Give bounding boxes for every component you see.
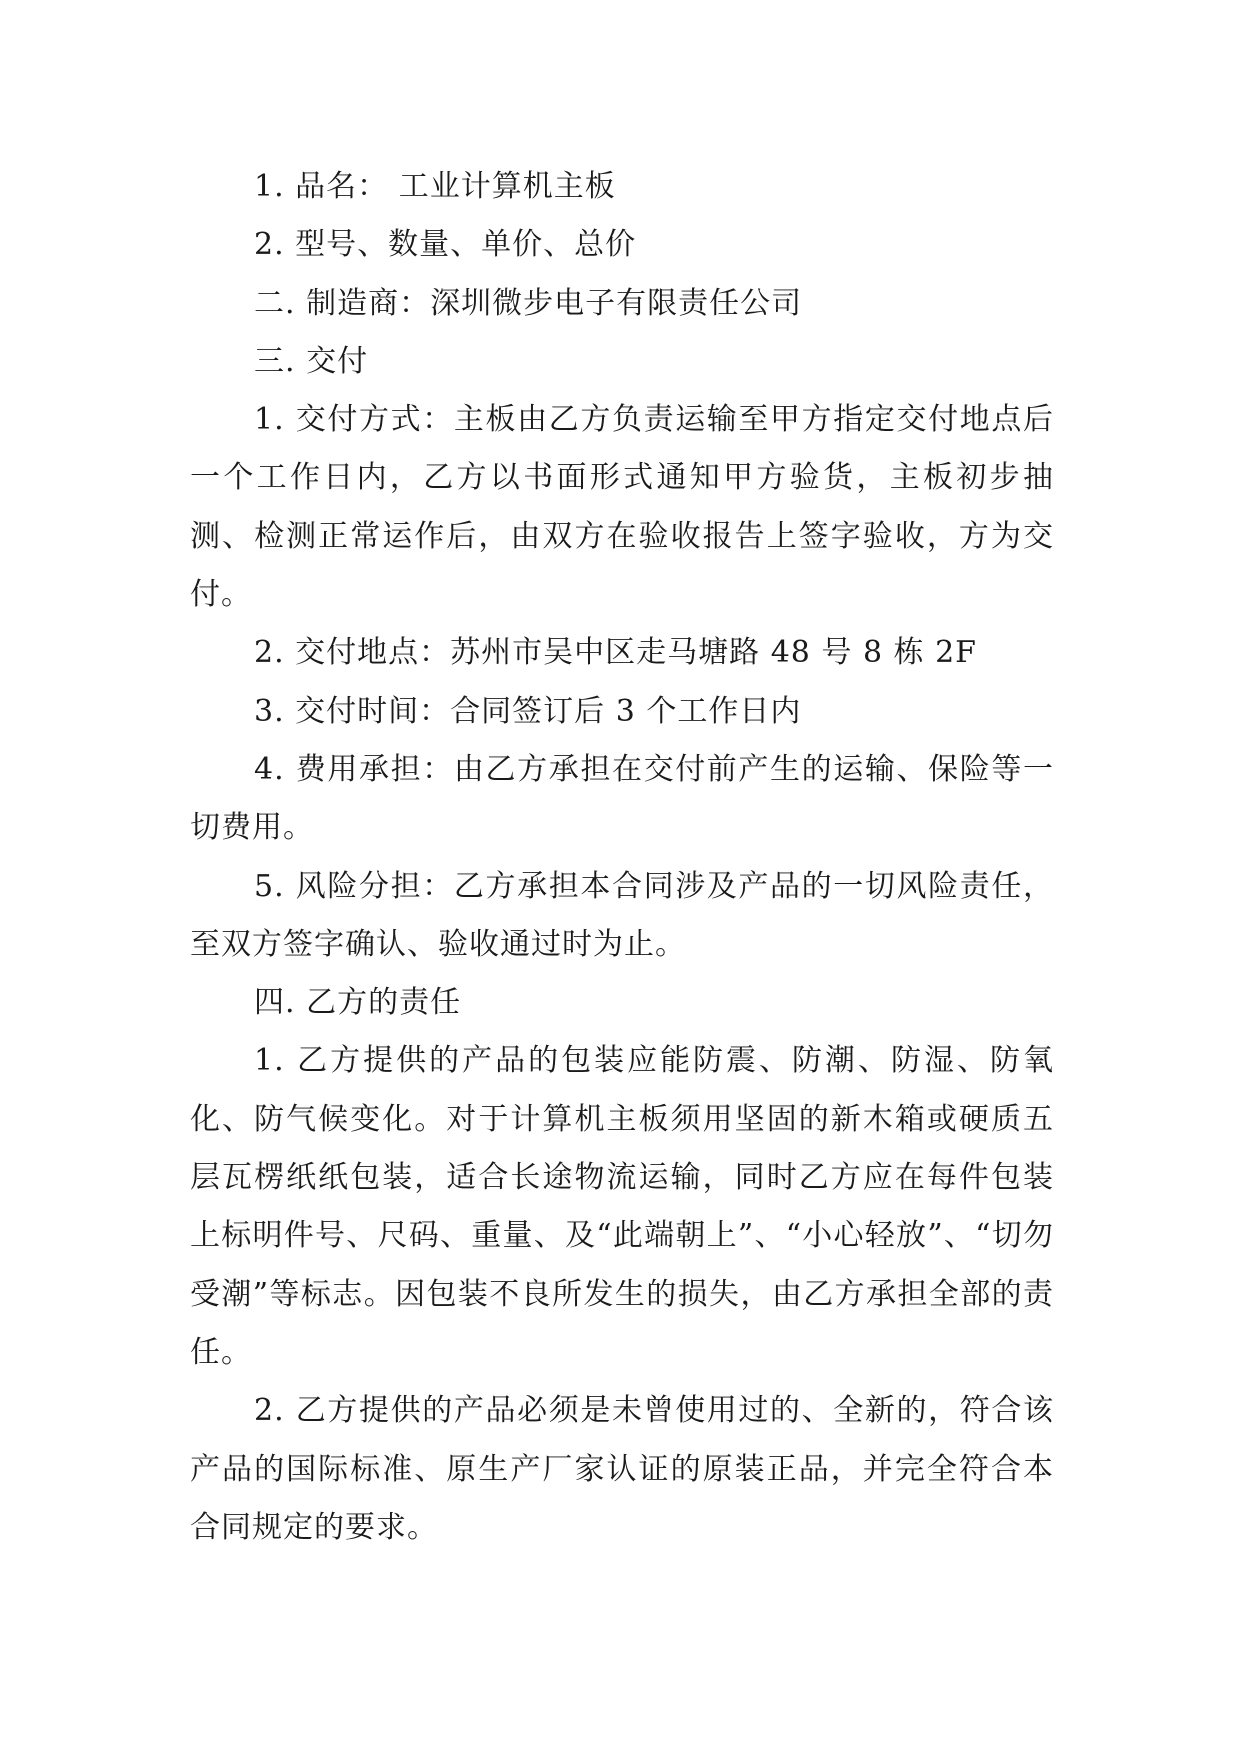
section-heading-party-b-responsibility: 四. 乙方的责任	[254, 985, 462, 1021]
packaging-requirements: 1. 乙方提供的产品的包装应能防震、防潮、防湿、防氧化、防气候变化。对于计算机主板须用坚固的新木箱或硬质五层瓦楞纸纸包装，适合长途物流运输，同时乙方应在每件包装上标明件号、尺码、重量、及“此端朝上”、“小心轻放”、“切勿受潮”等标志。因包装不良所发生的损失，由乙方承担全部的责任。	[190, 1043, 1054, 1370]
item-product-name: 1. 品名： 工业计算机主板	[254, 169, 616, 204]
cost-bearing: 4. 费用承担：由乙方承担在交付前产生的运输、保险等一切费用。	[190, 751, 1054, 846]
delivery-method: 1. 交付方式：主板由乙方负责运输至甲方指定交付地点后一个工作日内，乙方以书面形式通知甲方验货，主板初步抽测、检测正常运作后，由双方在验收报告上签字验收，方为交付。	[190, 402, 1054, 613]
product-condition-requirements: 2. 乙方提供的产品必须是未曾使用过的、全新的，符合该产品的国际标准、原生产厂家认证的原装正品，并完全符合本合同规定的要求。	[190, 1393, 1054, 1545]
item-model-quantity-price: 2. 型号、数量、单价、总价	[254, 227, 637, 263]
document-body	[190, 158, 1054, 1557]
delivery-location: 2. 交付地点：苏州市吴中区走马塘路 48 号 8 栋 2F	[254, 635, 978, 671]
section-manufacturer: 二. 制造商：深圳微步电子有限责任公司	[254, 285, 803, 321]
delivery-time: 3. 交付时间：合同签订后 3 个工作日内	[254, 693, 802, 729]
section-heading-delivery: 三. 交付	[254, 343, 369, 379]
risk-sharing: 5. 风险分担：乙方承担本合同涉及产品的一切风险责任，至双方签字确认、验收通过时为止。	[190, 868, 1054, 962]
